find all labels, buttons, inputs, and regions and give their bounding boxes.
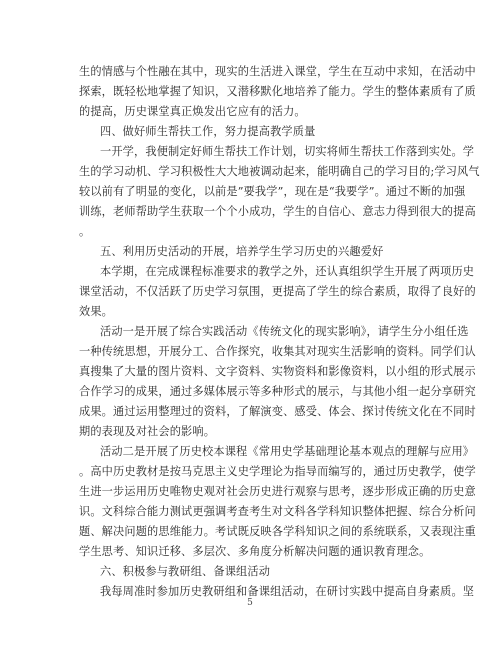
paragraph-first-line: 一开学，我便制定好师生帮扶工作计划，切实将师生帮扶工作落到实处。学 xyxy=(100,145,475,158)
text-line: 的提高，历史课堂真正焕发出它应有的活力。 xyxy=(79,105,306,118)
text-line: 题、解决问题的思维能力。考试既反映各学科知识之间的系统联系，又表现注重 xyxy=(79,525,476,538)
text-line: 合作学习的成果，通过多媒体展示等多种形式的展示，与其他小组一起分享研究 xyxy=(79,385,476,398)
text-line: 成果。通过运用整理过的资料，了解演变、感受、体会、探讨传统文化在不同时 xyxy=(79,405,476,418)
text-line: 效果。 xyxy=(79,305,114,318)
text-line: 期的表现及对社会的影响。 xyxy=(79,425,216,438)
text-line: 生的情感与个性融在其中，现实的生活进入课堂，学生在互动中求知，在活动中 xyxy=(79,65,476,78)
text-line: 识。文科综合能力测试更强调考查考生对文科各学科知识整体把握、综合分析问 xyxy=(79,505,476,518)
text-line: 探索，既轻松地掌握了知识，又潜移默化地培养了能力。学生的整体素质有了质 xyxy=(79,85,476,98)
text-line: 真搜集了大量的图片资料、文字资料、实物资料和影像资料，以小组的形式展示 xyxy=(79,365,476,378)
text-line: 较以前有了明显的变化，以前是”要我学”，现在是“我要学”。通过不断的加强 xyxy=(79,185,466,198)
text-line: 生的学习动机、学习积极性大大地被调动起来，能明确自己的学习目的;学习风气 xyxy=(79,165,480,178)
text-line: 一种传统思想，开展分工、合作探究，收集其对现实生活影响的资料。同学们认 xyxy=(79,345,476,358)
paragraph-first-line: 我每周准时参加历史教研组和备课组活动，在研讨实践中提高自身素质。坚 xyxy=(100,585,475,598)
text-line: 学生思考、知识迁移、多层次、多角度分析解决问题的通识教育理念。 xyxy=(79,545,431,558)
section-heading: 六、积极参与教研组、备课组活动 xyxy=(100,565,271,578)
text-line: 课堂活动，不仅活跃了历史学习氛围，更提高了学生的综合素质，取得了良好的 xyxy=(79,285,476,298)
paragraph-first-line: 本学期，在完成课程标准要求的教学之外，还认真组织学生开展了两项历史 xyxy=(100,265,475,278)
paragraph-first-line: 活动二是开展了历史校本课程《常用史学基础理论基本观点的理解与应用》 xyxy=(100,445,475,458)
section-heading: 四、做好师生帮扶工作，努力提高教学质量 xyxy=(100,125,316,138)
text-line: 训练，老师帮助学生获取一个个小成功，学生的自信心、意志力得到很大的提高 xyxy=(79,205,476,218)
text-line: 生进一步运用历史唯物史观对社会历史进行观察与思考，逐步形成正确的历史意 xyxy=(79,485,476,498)
section-heading: 五、利用历史活动的开展，培养学生学习历史的兴趣爱好 xyxy=(100,245,384,258)
text-line: 。 xyxy=(79,225,91,238)
page-number: 5 xyxy=(247,598,253,608)
text-line: 。高中历史教材是按马克思主义史学理论为指导而编写的，通过历史教学，使学 xyxy=(79,465,476,478)
paragraph-first-line: 活动一是开展了综合实践活动《传统文化的现实影响》，请学生分小组任选 xyxy=(100,325,469,338)
